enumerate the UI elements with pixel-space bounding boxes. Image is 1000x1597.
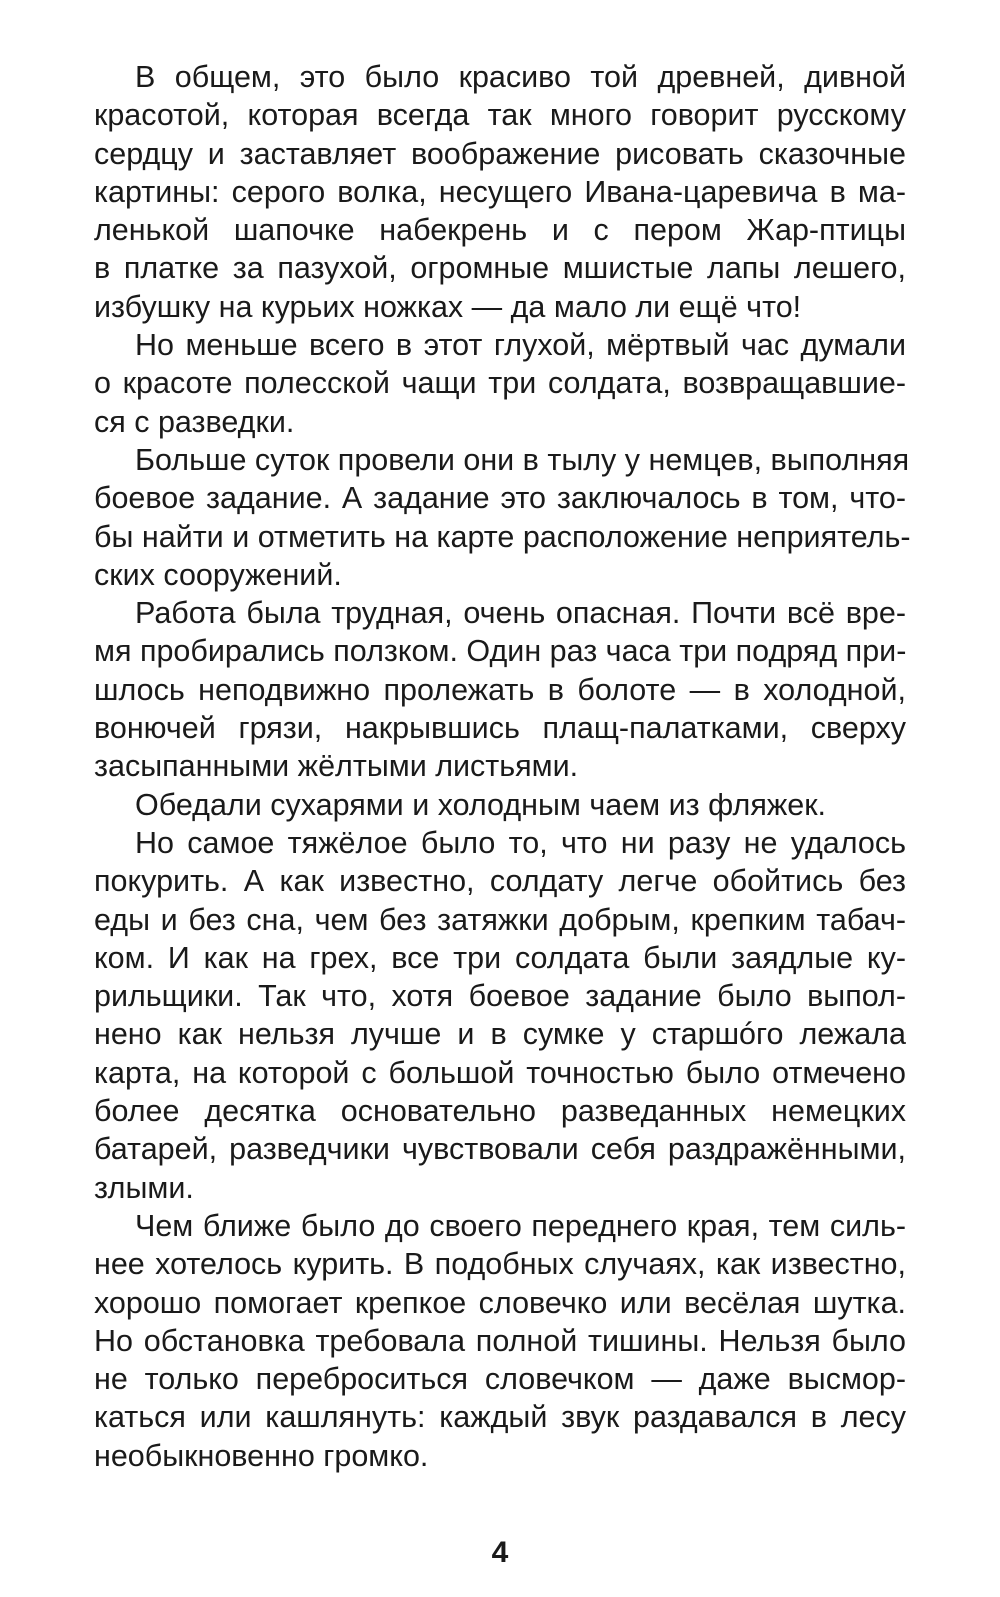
text-line: не только переброситься словечком — даже высмор- xyxy=(94,1362,906,1397)
text-line: бы найти и отметить на карте расположение неприятель- xyxy=(94,519,911,554)
text-line: батарей, разведчики чувствовали себя раздражёнными, xyxy=(94,1132,906,1167)
paragraph xyxy=(94,786,906,824)
text-line: рильщики. Так что, хотя боевое задание было выпол- xyxy=(94,979,906,1014)
text-line: вонючей грязи, накрывшись плащ-палатками, сверху xyxy=(94,711,906,746)
paragraph xyxy=(94,441,911,594)
text-line: красотой, которая всегда так много говорит русскому xyxy=(94,98,906,133)
text-line: Больше суток провели они в тылу у немцев, выполняя xyxy=(135,442,910,477)
text-line: необыкновенно громко. xyxy=(94,1438,429,1473)
paragraph xyxy=(94,824,906,1207)
text-line: хорошо помогает крепкое словечко или весёлая шутка. xyxy=(94,1285,906,1320)
text-line: мя пробирались ползком. Один раз часа три подряд при- xyxy=(94,634,907,669)
text-line: ских сооружений. xyxy=(94,557,342,592)
text-line: о красоте полесской чащи три солдата, возвращавшие- xyxy=(94,366,906,401)
paragraph xyxy=(94,58,906,326)
text-line: злыми. xyxy=(94,1170,194,1205)
text-line: избушку на курьих ножках — да мало ли ещё что! xyxy=(94,289,802,324)
text-line: картины: серого волка, несущего Ивана-царевича в ма- xyxy=(94,174,906,209)
paragraph xyxy=(94,326,906,441)
text-line: ленькой шапочке набекрень и с пером Жар-птицы xyxy=(94,213,906,248)
text-line: в платке за пазухой, огромные мшистые лапы лешего, xyxy=(94,251,906,286)
body-text xyxy=(94,58,911,1475)
paragraph xyxy=(94,594,906,785)
text-line: ком. И как на грех, все три солдата были заядлые ку- xyxy=(94,940,906,975)
text-line: сердцу и заставляет воображение рисовать сказочные xyxy=(94,136,906,171)
text-line: шлось неподвижно пролежать в болоте — в холодной, xyxy=(94,672,906,707)
text-line: В общем, это было красиво той древней, дивной xyxy=(135,60,906,94)
text-line: Работа была трудная, очень опасная. Почти всё вре- xyxy=(135,596,906,631)
paragraph xyxy=(94,1207,906,1475)
text-line: Но обстановка требовала полной тишины. Нельзя было xyxy=(94,1323,906,1358)
page-number: 4 xyxy=(491,1536,509,1569)
text-line: боевое задание. А задание это заключалось в том, что- xyxy=(94,481,906,516)
text-line: Обедали сухарями и холодным чаем из фляжек. xyxy=(135,787,827,822)
text-line: более десятка основательно разведанных немецких xyxy=(94,1094,906,1129)
text-line: Чем ближе было до своего переднего края, тем силь- xyxy=(135,1208,906,1243)
text-line: Но самое тяжёлое было то, что ни разу не удалось xyxy=(135,825,906,860)
text-line: нее хотелось курить. В подобных случаях, как известно, xyxy=(94,1247,906,1282)
text-line: Но меньше всего в этот глухой, мёртвый час думали xyxy=(135,328,906,363)
text-line: еды и без сна, чем без затяжки добрым, крепким табач- xyxy=(94,902,906,937)
text-line: нено как нельзя лучше и в сумке у старшóго лежала xyxy=(94,1017,906,1052)
text-line: засыпанными жёлтыми листьями. xyxy=(94,749,579,784)
text-line: ся с разведки. xyxy=(94,404,295,439)
text-line: каться или кашлянуть: каждый звук раздавался в лесу xyxy=(94,1400,906,1435)
text-line: покурить. А как известно, солдату легче обойтись без xyxy=(94,864,906,899)
text-line: карта, на которой с большой точностью было отмечено xyxy=(94,1055,906,1090)
